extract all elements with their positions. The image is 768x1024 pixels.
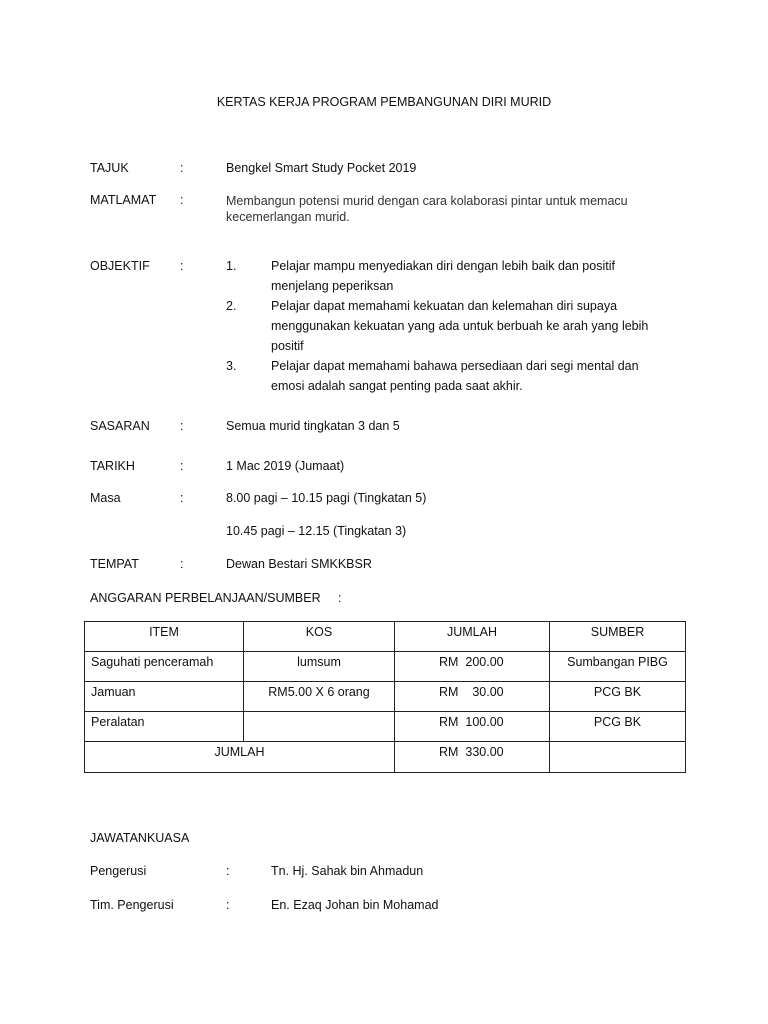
objektif-item-text: menjelang peperiksan — [271, 279, 394, 293]
table-header-row — [85, 622, 686, 652]
committee-colon: : — [226, 864, 230, 878]
masa-label: Masa — [90, 491, 121, 505]
column-header: KOS — [244, 622, 395, 652]
objektif-item-text: emosi adalah sangat penting pada saat akhir. — [271, 379, 523, 393]
committee-name: Tn. Hj. Sahak bin Ahmadun — [271, 864, 424, 878]
total-value: RM 330.00 — [395, 742, 550, 773]
table-row — [85, 712, 686, 742]
sasaran-value: Semua murid tingkatan 3 dan 5 — [226, 419, 400, 433]
objektif-item-text: positif — [271, 339, 304, 353]
document-title: KERTAS KERJA PROGRAM PEMBANGUNAN DIRI MURID — [216, 95, 552, 109]
column-header: JUMLAH — [395, 622, 550, 652]
table-cell: lumsum — [244, 652, 395, 682]
tajuk-value: Bengkel Smart Study Pocket 2019 — [226, 161, 417, 175]
sasaran-label: SASARAN — [90, 419, 150, 433]
objektif-label: OBJEKTIF — [90, 259, 150, 273]
tajuk-colon: : — [180, 161, 184, 175]
total-label: JUMLAH — [85, 742, 395, 773]
masa-value-2: 10.45 pagi – 12.15 (Tingkatan 3) — [226, 524, 407, 538]
masa-value-1: 8.00 pagi – 10.15 pagi (Tingkatan 5) — [226, 491, 427, 505]
tempat-colon: : — [180, 557, 184, 571]
column-header: SUMBER — [550, 622, 686, 652]
table-cell: RM 30.00 — [395, 682, 550, 712]
table-cell: Jamuan — [85, 682, 244, 712]
objektif-item-number: 3. — [226, 359, 237, 373]
tarikh-colon: : — [180, 459, 184, 473]
tarikh-label: TARIKH — [90, 459, 135, 473]
tarikh-value: 1 Mac 2019 (Jumaat) — [226, 459, 345, 473]
tempat-value: Dewan Bestari SMKKBSR — [226, 557, 372, 571]
column-header: ITEM — [85, 622, 244, 652]
objektif-item-number: 2. — [226, 299, 237, 313]
committee-heading: JAWATANKUASA — [90, 831, 190, 845]
budget-heading: ANGGARAN PERBELANJAAN/SUMBER : — [90, 591, 342, 605]
table-row — [85, 652, 686, 682]
masa-colon: : — [180, 491, 184, 505]
matlamat-colon: : — [180, 193, 184, 207]
committee-role: Pengerusi — [90, 864, 147, 878]
table-row — [85, 682, 686, 712]
table-cell: RM 100.00 — [395, 712, 550, 742]
committee-name: En. Ezaq Johan bin Mohamad — [271, 898, 439, 912]
budget-table — [84, 621, 686, 773]
tajuk-label: TAJUK — [90, 161, 129, 175]
objektif-item-text: Pelajar dapat memahami kekuatan dan kelemahan diri supaya — [271, 299, 618, 313]
matlamat-value-line1: Membangun potensi murid dengan cara kolaborasi pintar untuk memacu — [226, 194, 628, 208]
committee-colon: : — [226, 898, 230, 912]
committee-role: Tim. Pengerusi — [90, 898, 174, 912]
objektif-colon: : — [180, 259, 184, 273]
objektif-item-text: Pelajar mampu menyediakan diri dengan lebih baik dan positif — [271, 259, 615, 273]
table-cell: PCG BK — [550, 712, 686, 742]
table-total-row — [85, 742, 686, 773]
objektif-item-text: menggunakan kekuatan yang ada untuk berbuah ke arah yang lebih — [271, 319, 649, 333]
sasaran-colon: : — [180, 419, 184, 433]
table-cell: RM 200.00 — [395, 652, 550, 682]
table-cell: Sumbangan PIBG — [550, 652, 686, 682]
matlamat-label: MATLAMAT — [90, 193, 157, 207]
tempat-label: TEMPAT — [90, 557, 139, 571]
objektif-item-text: Pelajar dapat memahami bahawa persediaan dari segi mental dan — [271, 359, 639, 373]
table-cell — [244, 712, 395, 742]
table-cell: Saguhati penceramah — [85, 652, 244, 682]
objektif-item-number: 1. — [226, 259, 237, 273]
table-cell: RM5.00 X 6 orang — [244, 682, 395, 712]
table-cell: Peralatan — [85, 712, 244, 742]
matlamat-value-line2: kecemerlangan murid. — [226, 210, 350, 224]
table-cell: PCG BK — [550, 682, 686, 712]
table-cell — [550, 742, 686, 773]
